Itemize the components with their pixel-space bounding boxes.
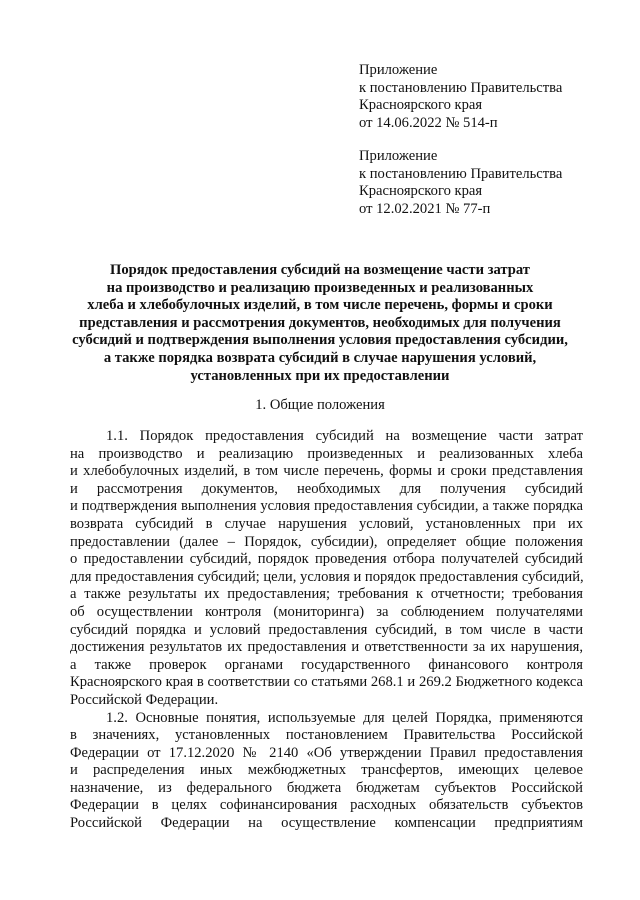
appendix-line: к постановлению Правительства <box>359 79 563 96</box>
paragraph-line: Федерации в целях софинансирования расходных обязательств субъектов <box>70 797 583 814</box>
appendix-previous-block <box>359 148 619 218</box>
paragraph-line: в значениях, установленных постановлением Правительства Российской <box>70 727 583 744</box>
paragraph-line: об осуществлении контроля (мониторинга) за соблюдением получателями <box>70 603 583 620</box>
paragraph-line: и рассмотрения документов, необходимых для получения субсидий <box>70 480 583 497</box>
paragraph-line: 1.1. Порядок предоставления субсидий на возмещение части затрат <box>106 428 583 444</box>
paragraph-line: о предоставлении субсидий, порядок проведения отбора получателей субсидий <box>70 551 583 568</box>
title-line: представления и рассмотрения документов, необходимых для получения <box>79 314 561 331</box>
title-line: субсидий и подтверждения выполнения условия предоставления субсидии, <box>72 332 568 349</box>
appendix-line: от 14.06.2022 № 514-п <box>359 114 498 131</box>
paragraph-1-1 <box>70 428 583 710</box>
paragraph-line: Российской Федерации. <box>70 691 219 708</box>
paragraph-line: назначение, из федерального бюджета бюджетам субъектов Российской <box>70 779 583 796</box>
paragraph-line: субсидий порядка и условий предоставления субсидий, в том числе в части <box>70 621 583 638</box>
paragraph-line: а также проверок органами государственного финансового контроля <box>70 656 583 673</box>
paragraph-line: на производство и реализацию произведенных и реализованных хлеба <box>70 445 583 462</box>
paragraph-line: 1.2. Основные понятия, используемые для целей Порядка, применяются <box>106 709 583 726</box>
paragraph-line: достижения результатов их предоставления и ответственности за их нарушения, <box>70 639 583 656</box>
paragraph-line: Красноярского края в соответствии со статьями 268.1 и 269.2 Бюджетного кодекса <box>70 674 583 691</box>
appendix-line: Приложение <box>359 62 438 78</box>
appendix-line: Красноярского края <box>359 97 483 114</box>
appendix-current-block <box>359 62 619 132</box>
paragraph-line: а также результаты их предоставления; требования к отчетности; требования <box>70 586 583 603</box>
paragraph-line: предоставлении (далее – Порядок, субсидии), определяет общие положения <box>70 533 583 550</box>
title-line: на производство и реализацию произведенных и реализованных <box>106 279 534 296</box>
paragraph-line: Федерации от 17.12.2020 № 2140 «Об утверждении Правил предоставления <box>70 744 583 761</box>
title-line: Порядок предоставления субсидий на возмещение части затрат <box>110 262 530 278</box>
paragraph-line: для предоставления субсидий; цели, условия и порядок предоставления субсидий, <box>70 568 584 585</box>
paragraph-line: Российской Федерации на осуществление компенсации предприятиям <box>70 815 583 832</box>
paragraph-line: возврата субсидий в случае нарушения условий, установленных при их <box>70 515 583 532</box>
title-line: установленных при их предоставлении <box>190 367 450 384</box>
document-title <box>60 262 580 385</box>
title-line: хлеба и хлебобулочных изделий, в том числе перечень, формы и сроки <box>87 297 553 314</box>
appendix-line: Приложение <box>359 148 438 164</box>
appendix-line: к постановлению Правительства <box>359 165 563 182</box>
document-body <box>70 428 583 833</box>
paragraph-line: и хлебобулочных изделий, в том числе перечень, формы и сроки представления <box>70 463 583 480</box>
paragraph-line: и распределения иных межбюджетных трансфертов, имеющих целевое <box>70 762 583 779</box>
paragraph-line: и подтверждения выполнения условия предоставления субсидии, а также порядка <box>70 498 583 515</box>
paragraph-1-2 <box>70 710 583 833</box>
section-heading: 1. Общие положения <box>255 397 385 413</box>
title-line: а также порядка возврата субсидий в случае нарушения условий, <box>103 349 537 366</box>
appendix-line: Красноярского края <box>359 183 483 200</box>
appendix-line: от 12.02.2021 № 77-п <box>359 200 491 217</box>
